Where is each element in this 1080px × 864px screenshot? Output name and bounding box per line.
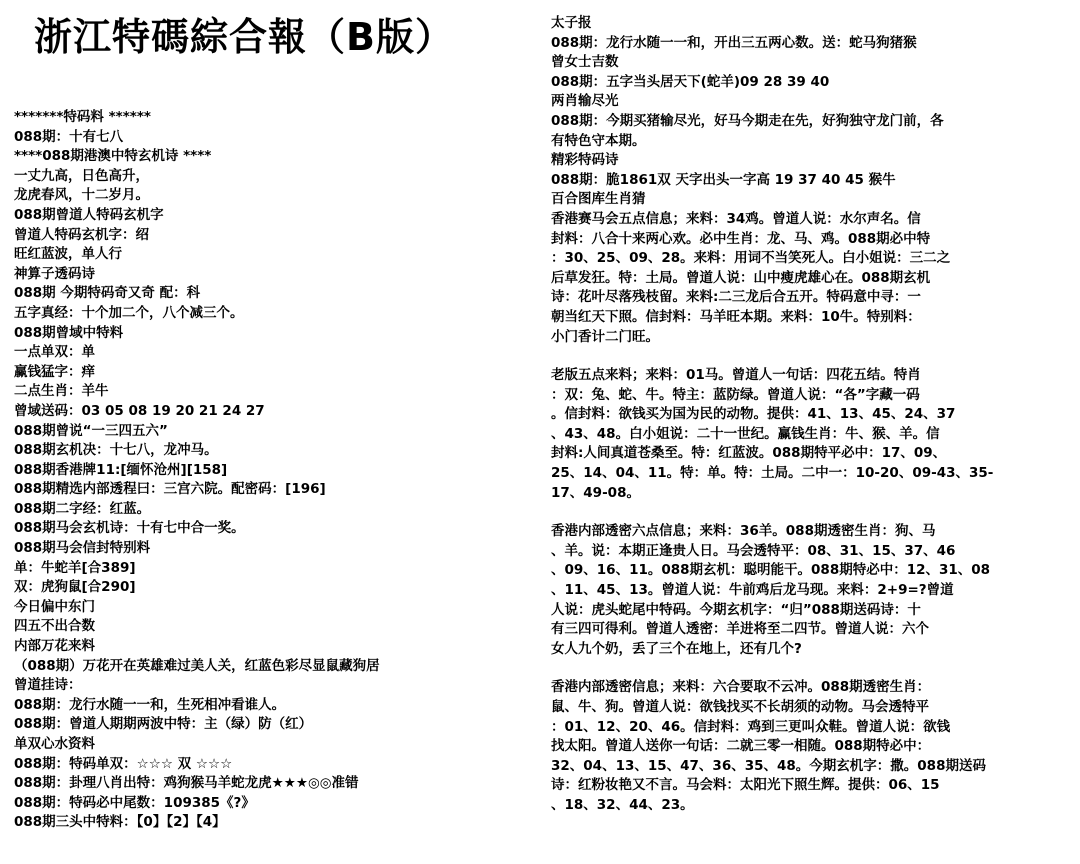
paragraph-line: 、43、48。白小姐说：二十一世纪。赢钱生肖：牛、猴、羊。信: [551, 425, 940, 442]
text-line: 088期：卦理八肖出特：鸡狗猴马羊蛇龙虎★★★◎◎准错: [14, 775, 359, 792]
paragraph-line: 香港内部透密信息；来料：六合要取不云冲。088期透密生肖：: [551, 679, 931, 696]
text-line: 曾域送码：03 05 08 19 20 21 24 27: [14, 402, 265, 419]
text-line: 088期二字经：红蓝。: [14, 500, 151, 517]
text-line: 一丈九高，日色高升，: [14, 167, 149, 184]
paragraph-line: 诗：红粉妆艳又不言。马会料：太阳光下照生辉。提供：06、15: [551, 777, 940, 794]
text-line: 088期三头中特料：【0】【2】【4】: [14, 814, 226, 831]
paragraph-line: 小门香计二门旺。: [551, 328, 659, 345]
text-line: 088期 今期特码奇又奇 配：科: [14, 285, 201, 302]
text-line: 两肖输尽光: [551, 93, 619, 110]
text-line: 百合图库生肖猜: [551, 191, 646, 208]
paragraph-line: 鼠、牛、狗。曾道人说：欲钱找买不长胡须的动物。马会透特平: [551, 699, 929, 715]
text-line: 088期：十有七八: [14, 128, 124, 145]
text-line: 曾女士吉数: [551, 54, 619, 71]
paragraph-line: 32、04、13、15、47、36、35、48。今期玄机字：撒。088期送码: [551, 757, 986, 774]
info-paragraph: [551, 210, 1073, 347]
paragraph-line: ：双：兔、蛇、牛。特主：蓝防绿。曾道人说：“各”字藏一码: [551, 386, 920, 403]
text-line: 088期曾说“一三四五六”: [14, 422, 168, 439]
paragraph-line: 香港赛马会五点信息；来料：34鸡。曾道人说：水尔声名。信: [551, 210, 921, 227]
paragraph-line: 、羊。说：本期正逢贵人日。马会透特平：08、31、15、37、46: [551, 542, 956, 559]
text-line: 曾道挂诗：: [14, 677, 82, 694]
text-line: 088期：特码必中尾数：109385《?》: [14, 794, 255, 811]
text-line: 精彩特码诗: [551, 152, 619, 169]
text-line: 088期：龙行水随一一和，开出三五两心数。送：蛇马狗猪猴: [551, 34, 917, 51]
right-top-section: [551, 14, 1073, 210]
paragraph-line: 、11、45、13。曾道人说：牛前鸡后龙马现。来料：2+9=?曾道: [551, 582, 954, 599]
paragraph-line: 找太阳。曾道人送你一句话：二就三零一相随。088期特必中：: [551, 738, 931, 755]
text-line: 088期：曾道人期期两波中特：主（绿）防（红）: [14, 716, 313, 733]
paragraph-line: 25、14、04、11。特：单。特：土局。二中一：10-20、09-43、35-: [551, 465, 994, 482]
paragraph-line: 封料:人间真道苍桑至。特：红蓝波。088期特平必中：17、09、: [551, 445, 947, 462]
text-line: 曾道人特码玄机字：绍: [14, 226, 149, 243]
info-paragraph: [551, 678, 1073, 815]
paragraph-line: ：30、25、09、28。来料：用词不当笑死人。白小姐说：三二之: [551, 250, 951, 267]
text-line: 088期马会信封特别料: [14, 540, 151, 557]
text-line: 088期：五字当头居天下(蛇羊)09 28 39 40: [551, 73, 830, 90]
paragraph-line: 香港内部透密六点信息；来料：36羊。088期透密生肖：狗、马: [551, 523, 936, 540]
text-line: 双：虎狗鼠[合290]: [14, 579, 136, 596]
text-line: 赢钱猛字：痒: [14, 363, 95, 380]
text-line: 神算子透码诗: [14, 265, 95, 282]
text-line: ****088期港澳中特玄机诗 ****: [14, 148, 212, 165]
paragraph-line: 有三四可得利。曾道人透密：羊进将至二四节。曾道人说：六个: [551, 621, 929, 638]
left-column: [14, 108, 519, 833]
right-paragraphs: [551, 210, 1073, 816]
text-line: 一点单双：单: [14, 344, 95, 361]
text-line: *******特码料 ******: [14, 109, 151, 125]
text-line: 088期马会玄机诗：十有七中合一奖。: [14, 520, 245, 537]
text-line: 内部万花来料: [14, 638, 95, 655]
paragraph-line: 、18、32、44、23。: [551, 796, 694, 813]
text-line: 088期玄机决：十七八，龙冲马。: [14, 442, 218, 459]
paragraph-line: 17、49-08。: [551, 484, 640, 501]
text-line: 088期香港牌11:[缅怀沧州][158]: [14, 461, 228, 478]
text-line: 五字真经：十个加二个，八个减三个。: [14, 304, 244, 321]
paragraph-line: ：01、12、20、46。信封料：鸡到三更叫众鞋。曾道人说：欲钱: [551, 718, 951, 735]
text-line: 今日偏中东门: [14, 598, 95, 615]
text-line: 088期：特码单双：☆☆☆ 双 ☆☆☆: [14, 755, 233, 772]
paragraph-line: 。信封料：欲钱买为国为民的动物。提供：41、13、45、24、37: [551, 406, 956, 423]
paragraph-line: 封料：八合十来两心欢。必中生肖：龙、马、鸡。088期必中特: [551, 230, 931, 247]
text-line: 088期：龙行水随一一和，生死相冲看谁人。: [14, 696, 286, 713]
right-column: [551, 14, 1073, 816]
newspaper-title: 浙江特碼綜合報（B版）: [34, 15, 454, 59]
paragraph-line: 人说：虎头蛇尾中特码。今期玄机字：“归”088期送码诗：十: [551, 601, 921, 618]
paragraph-line: 朝当红天下照。信封料：马羊旺本期。来料：10牛。特别料：: [551, 308, 921, 325]
info-paragraph: [551, 522, 1073, 659]
text-line: 龙虎春风，十二岁月。: [14, 187, 149, 204]
text-line: 单：牛蛇羊[合389]: [14, 559, 136, 576]
info-paragraph: [551, 366, 1073, 503]
paragraph-line: 诗：花叶尽落残枝留。来料:二三龙后合五开。特码意中寻：一: [551, 289, 921, 306]
paragraph-line: 、09、16、11。088期玄机：聪明能干。088期特必中：12、31、08: [551, 562, 991, 579]
paragraph-line: 女人九个奶，丢了三个在地上，还有几个?: [551, 640, 802, 657]
paragraph-line: 老版五点来料；来料：01马。曾道人一句话：四花五结。特肖: [551, 367, 921, 384]
text-line: 旺红蓝波，单人行: [14, 246, 122, 263]
text-line: （088期）万花开在英雄难过美人关，红蓝色彩尽显鼠藏狗居: [14, 657, 380, 674]
text-line: 088期：今期买猪输尽光，好马今期走在先，好狗独守龙门前，各: [551, 112, 944, 129]
text-line: 太子报: [551, 15, 592, 31]
text-line: 四五不出合数: [14, 618, 95, 635]
text-line: 单双心水资料: [14, 736, 95, 752]
text-line: 088期曾域中特料: [14, 324, 124, 341]
text-line: 088期精选内部透程曰：三宫六院。配密码：[196]: [14, 481, 326, 498]
text-line: 二点生肖：羊牛: [14, 383, 109, 400]
paragraph-line: 后草发狂。特：土局。曾道人说：山中瘦虎雄心在。088期玄机: [551, 269, 931, 286]
text-line: 088期：脆1861双 天字出头一字高 19 37 40 45 猴牛: [551, 171, 896, 188]
text-line: 088期曾道人特码玄机字: [14, 206, 164, 223]
text-line: 有特色守本期。: [551, 132, 646, 149]
